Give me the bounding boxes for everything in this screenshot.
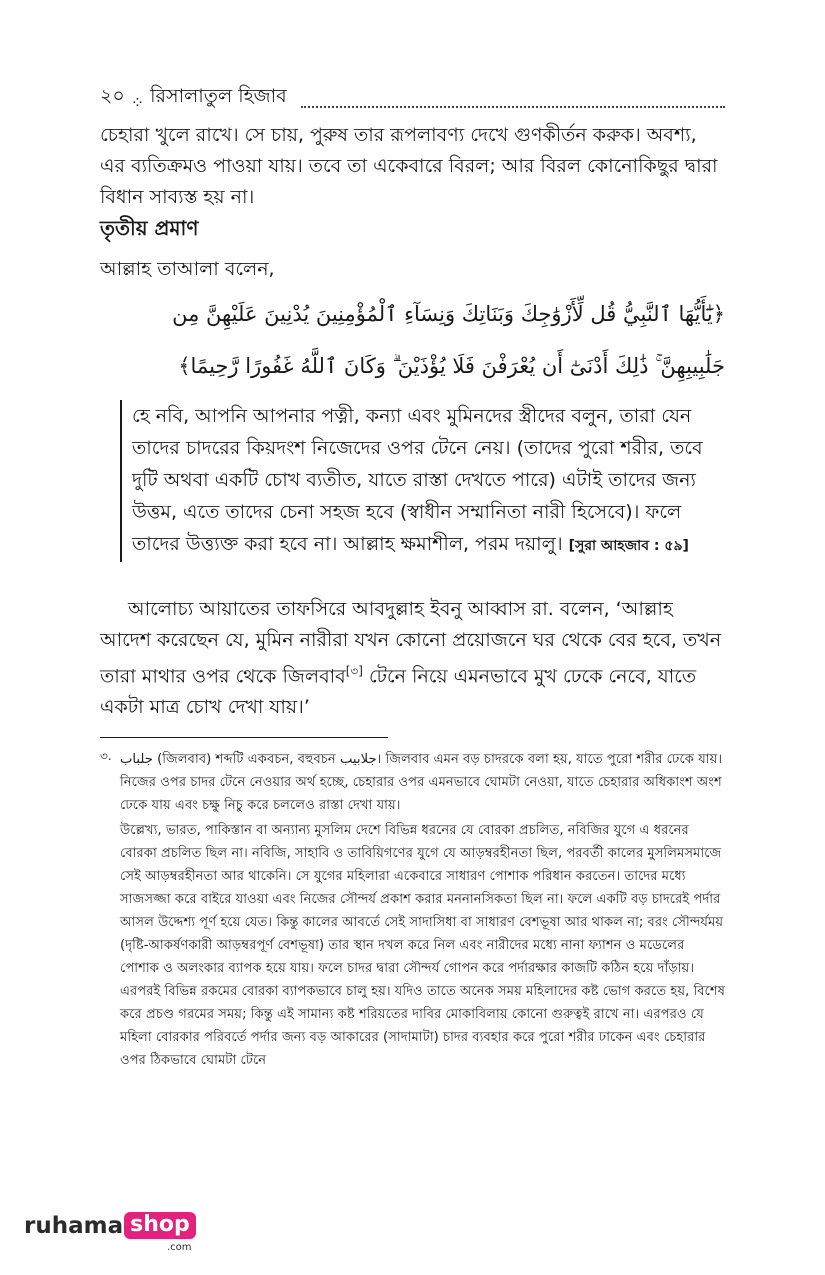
paragraph-3 (100, 594, 725, 723)
footnote-marker: ৩. (100, 749, 112, 763)
footnote-divider (100, 737, 388, 738)
paragraph-2: আল্লাহ তাআলা বলেন, (100, 258, 275, 280)
section-heading: তৃতীয় প্রমাণ (100, 216, 199, 240)
footnotes (100, 748, 725, 1074)
header-dotted-rule (301, 106, 725, 108)
footnote-text-1: جلباب (জিলবাব) শব্দটি একবচন, বহুবচন جلابيب। জিলবাব এমন বড় চাদরকে বলা হয়, যাতে পুরো শরীর ঢেকে যায়। নিজের ওপর চাদর টেনে নেওয়ার অর্থ হচ্ছে, চেহারার ওপর এমনভাবে ঘোমটা নেওয়া, যাতে চেহারার অধিকাংশ অংশ ঢেকে যায় এবং চক্ষু নিচু করে চললেও রাস্তা দেখা যায়। (120, 752, 723, 813)
translation-text: হে নবি, আপনি আপনার পত্নী, কন্যা এবং মুমিনদের স্ত্রীদের বলুন, তারা যেন তাদের চাদরের কিয়দংশ নিজেদের ওপর টেনে নেয়। (তাদের পুরো শরীর, তবে দুটি অথবা একটি চোখ ব্যতীত, যাতে রাস্তা দেখতে পারে) এটাই তাদের জন্য উত্তম, এতে তাদের চেনা সহজ হবে (স্বাধীন সম্মানিতা নারী হিসেবে)। ফলে তাদের উত্ত্যক্ত করা হবে না। আল্লাহ ক্ষমাশীল, পরম দয়ালু। (132, 405, 703, 555)
quran-verse-line-2: جَلَٰبِيبِهِنَّ ۚ ذَٰلِكَ أَدْنَىٰٓ أَن يُعْرَفْنَ فَلَا يُؤْذَيْنَ ۗ وَكَانَ ٱللَّهُ غَفُورًا رَّحِيمًا﴾ (178, 354, 725, 378)
book-title: রিসালাতুল হিজাব (150, 85, 287, 107)
footnote-ref-3[interactable]: [৩] (345, 664, 363, 678)
verse-translation (120, 400, 732, 562)
footnote-3 (100, 748, 725, 817)
ruhamashop-logo (24, 1212, 196, 1253)
logo-suffix: .com (167, 1242, 192, 1253)
footnote-3-continued (100, 819, 725, 1072)
paragraph-3-part-1: আলোচ্য আয়াতের তাফসিরে আবদুল্লাহ ইবনু আব্বাস রা. বলেন, ‘আল্লাহ আদেশ করেছেন যে, মুমিন নারীরা যখন কোনো প্রয়োজনে ঘর থেকে বের হবে, তখন তারা মাথার ওপর থেকে জিলবাব (100, 598, 722, 688)
verse-reference: [সুরা আহজাব : ৫৯] (568, 538, 689, 554)
paragraph-3-part-2: টেনে নিয়ে এমনভাবে মুখ ঢেকে নেবে, যাতে একটা মাত্র চোখ দেখা যায়।’ (100, 665, 697, 719)
paragraph-1: চেহারা খুলে রাখে। সে চায়, পুরুষ তার রূপলাবণ্য দেখে গুণকীর্তন করুক। অবশ্য, এর ব্যতিক্রমও পাওয়া যায়। তবে তা একেবারে বিরল; আর বিরল কোনোকিছুর দ্বারা বিধান সাব্যস্ত হয় না। (100, 124, 718, 208)
running-header (100, 84, 725, 114)
page-number: ২০ (100, 85, 125, 107)
footnote-text-2: উল্লেখ্য, ভারত, পাকিস্তান বা অন্যান্য মুসলিম দেশে বিভিন্ন ধরনের যে বোরকা প্রচলিত, নবিজির যুগে এ ধরনের বোরকা প্রচলিত ছিল না। নবিজি, সাহাবি ও তাবিয়িগণের যুগে যে আড়ম্বরহীনতা ছিল, পরবর্তী কালের মুসলিমসমাজে সেই আড়ম্বরহীনতা আর থাকেনি। সে যুগের মহিলারা একেবারে সাধারণ পোশাক পরিধান করতেন। তাদের মধ্যে সাজসজ্জা করে বাইরে যাওয়া এবং নিজের সৌন্দর্য প্রকাশ করার মননানসিকতা ছিল না। ফলে একটি বড় চাদরেই পর্দার আসল উদ্দেশ্য পূর্ণ হয়ে যেত। কিন্তু কালের আবর্তে সেই সাদাসিধা বা সাধারণ বেশভূষা আর থাকল না; বরং সৌন্দর্যময় (দৃষ্টি-আকর্ষণকারী আড়ম্বরপূর্ণ বেশভূষা) তার স্থান দখল করে নিল এবং নারীদের মধ্যে নানা ফ্যাশন ও মডেলের পোশাক ও অলংকার ব্যাপক হয়ে যায়। ফলে চাদর দ্বারা সৌন্দর্য গোপন করে পর্দারক্ষার কাজটি কঠিন হয়ে দাঁড়ায়। এরপরই বিভিন্ন রকমের বোরকা ব্যাপকভাবে চালু হয়। যদিও তাতে অনেক সময় মহিলাদের কষ্ট ভোগ করতে হয়, বিশেষ করে প্রচণ্ড গরমের সময়; কিন্তু এই সামান্য কষ্ট শরিয়তের দাবির মোকাবিলায় কোনো গুরুত্বই রাখে না। এরপরও যে মহিলা বোরকার পরিবর্তে পর্দার জন্য বড় আকারের (সাদামাটা) চাদর ব্যবহার করে পুরো শরীর ঢাকেন এবং চেহারার ওপর ঠিকভাবে ঘোমটা টেনে (120, 823, 725, 1068)
logo-word-shop: shop (124, 1212, 196, 1239)
quill-icon: ⁘ (130, 93, 145, 112)
logo-word-ruhama: ruhama (24, 1212, 124, 1239)
quran-verse-line-1: ﴿يَٰٓأَيُّهَا ٱلنَّبِيُّ قُل لِّأَزْوَٰجِكَ وَبَنَاتِكَ وَنِسَآءِ ٱلْمُؤْمِنِينَ يُدْنِينَ عَلَيْهِنَّ مِن (172, 302, 725, 326)
